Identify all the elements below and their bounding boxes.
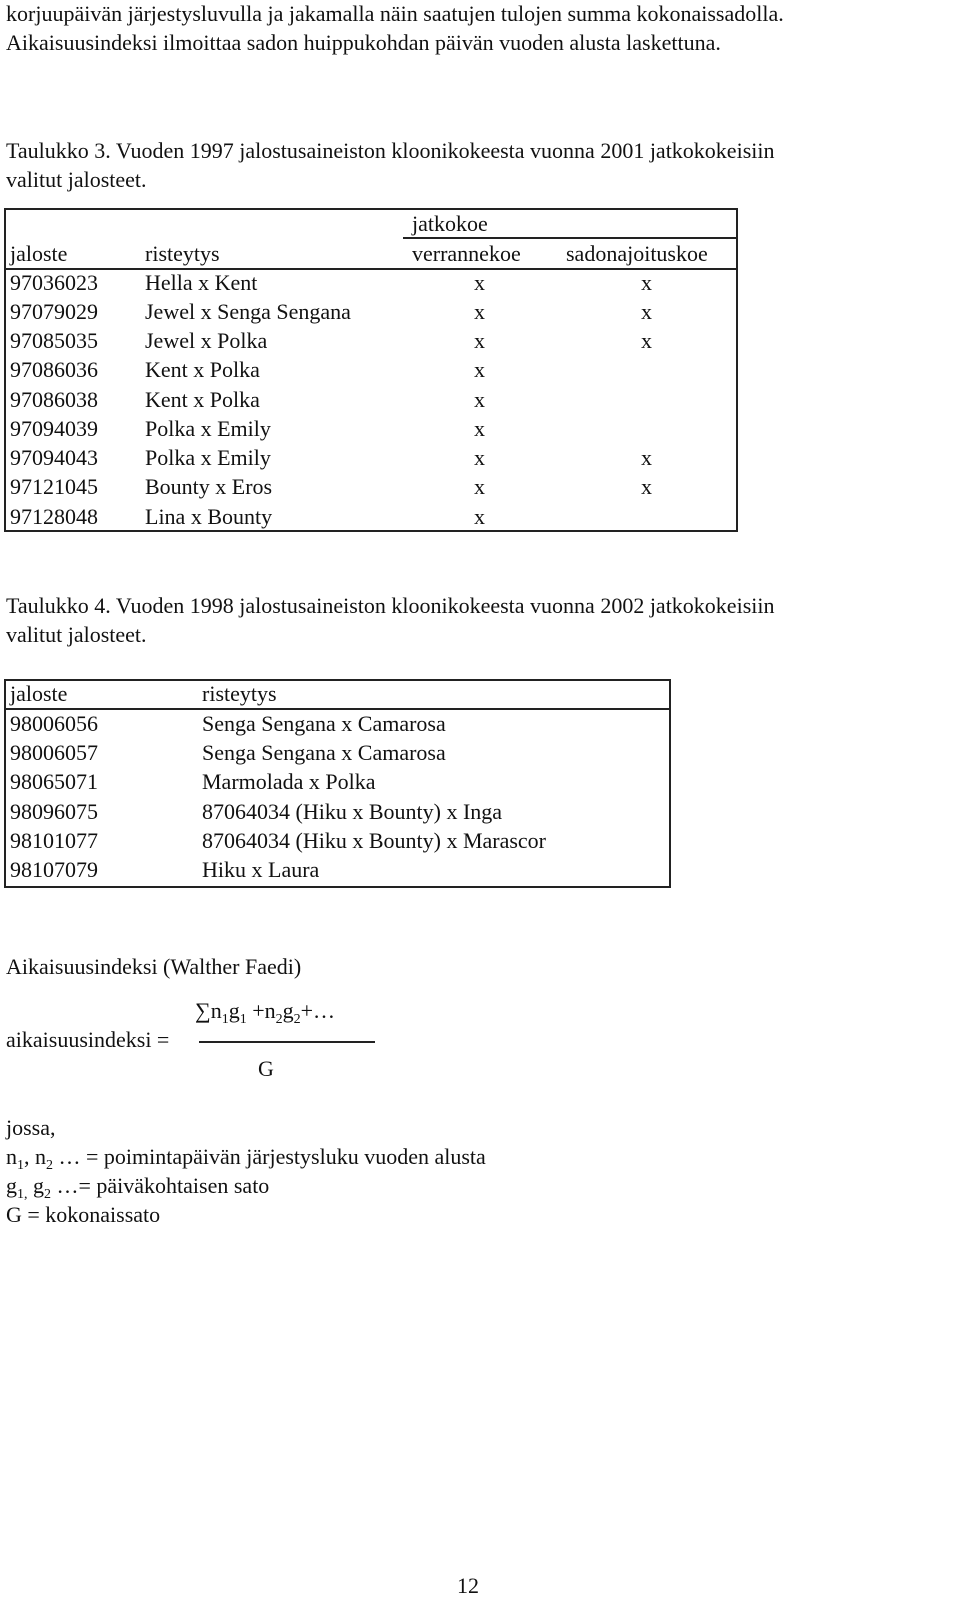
table3-caption-line-2: valitut jalosteet. (6, 167, 147, 192)
table-cell: x (474, 357, 485, 382)
table-cell: x (474, 504, 485, 529)
table-cell: 98096075 (10, 799, 98, 824)
var-g: g (228, 998, 240, 1023)
subscript: 1 (239, 1012, 247, 1027)
table-cell: x (641, 328, 652, 353)
formula-lhs: aikaisuusindeksi = (6, 1027, 170, 1052)
table-cell: 98006056 (10, 711, 98, 736)
legend-g (6, 1172, 269, 1204)
table4-col-jaloste: jaloste (10, 681, 68, 706)
subscript: 2 (275, 1012, 283, 1027)
table-cell: x (474, 474, 485, 499)
table-cell: x (641, 299, 652, 324)
var-g: g (282, 998, 294, 1023)
legend-jossa: jossa, (6, 1115, 56, 1140)
table-cell: x (474, 270, 485, 295)
table-cell: x (474, 416, 485, 441)
table-cell: 97121045 (10, 474, 98, 499)
formula-numerator (195, 997, 335, 1029)
table4-col-risteytys: risteytys (202, 681, 277, 706)
table-cell: x (641, 270, 652, 295)
table-cell: Jewel x Polka (145, 328, 268, 353)
subscript: 1 (17, 1158, 24, 1173)
ellipsis: … (313, 998, 336, 1023)
table3-col-verrannekoe: verrannekoe (412, 241, 521, 266)
table-cell: 98065071 (10, 769, 98, 794)
table-cell: Kent x Polka (145, 357, 260, 382)
table-cell: 97086036 (10, 357, 98, 382)
table-cell: Senga Sengana x Camarosa (202, 711, 446, 736)
table-cell: Polka x Emily (145, 416, 271, 441)
table-cell: x (641, 445, 652, 470)
plus-sign: + (252, 998, 265, 1023)
subscript: 1 (221, 1012, 229, 1027)
table4-caption-line-1: Taulukko 4. Vuoden 1998 jalostusaineiston kloonikokeesta vuonna 2002 jatkokokeisiin (6, 593, 775, 618)
table-cell: Lina x Bounty (145, 504, 273, 529)
table3-caption-line-1: Taulukko 3. Vuoden 1997 jalostusaineiston kloonikokeesta vuonna 2001 jatkokokeisiin (6, 138, 775, 163)
table-cell: Marmolada x Polka (202, 769, 376, 794)
table-cell: 97086038 (10, 387, 98, 412)
fraction-bar (199, 1041, 375, 1043)
var-n: n (210, 998, 222, 1023)
table3-group-header: jatkokoe (412, 211, 488, 236)
var-n: n (264, 998, 276, 1023)
intro-line-1: korjuupäivän järjestysluvulla ja jakamalla näin saatujen tulojen summa kokonaissadolla. (6, 1, 784, 26)
sigma-symbol: ∑ (195, 998, 211, 1023)
table-cell: 97128048 (10, 504, 98, 529)
table-cell: x (474, 328, 485, 353)
separator: g (27, 1173, 44, 1198)
table-cell: Kent x Polka (145, 387, 260, 412)
intro-line-2: Aikaisuusindeksi ilmoittaa sadon huippukohdan päivän vuoden alusta laskettuna. (6, 30, 721, 55)
table-cell: Bounty x Eros (145, 474, 273, 499)
table-cell: 97094043 (10, 445, 98, 470)
table-cell: 97094039 (10, 416, 98, 441)
subscript: 2 (44, 1187, 51, 1202)
table-cell: 98101077 (10, 828, 98, 853)
table-cell: 97079029 (10, 299, 98, 324)
subscript: 2 (46, 1158, 53, 1173)
table-cell: 87064034 (Hiku x Bounty) x Marascor (202, 828, 547, 853)
formula-denominator: G (258, 1056, 274, 1081)
table3-col-sadonajoituskoe: sadonajoituskoe (566, 241, 708, 266)
table-cell: Hella x Kent (145, 270, 258, 295)
table-cell: x (474, 299, 485, 324)
table-cell: x (474, 445, 485, 470)
subscript: 1, (17, 1187, 28, 1202)
table-cell: Jewel x Senga Sengana (145, 299, 351, 324)
table-cell: Senga Sengana x Camarosa (202, 740, 446, 765)
plus-sign: + (300, 998, 314, 1023)
table3-col-risteytys: risteytys (145, 241, 220, 266)
table-cell: x (474, 387, 485, 412)
legend-n (6, 1143, 486, 1175)
page-number: 12 (457, 1573, 479, 1598)
legend-G: G = kokonaissato (6, 1202, 161, 1227)
table-cell: 97085035 (10, 328, 98, 353)
formula-heading: Aikaisuusindeksi (Walther Faedi) (6, 954, 302, 979)
table3-header-rule (4, 268, 738, 270)
subscript: 2 (293, 1012, 301, 1027)
var-g: g (6, 1173, 17, 1198)
definition-g: …= päiväkohtaisen sato (56, 1173, 270, 1198)
definition-n: … = poimintapäivän järjestysluku vuoden alusta (58, 1144, 486, 1169)
table4-caption-line-2: valitut jalosteet. (6, 622, 147, 647)
table-cell: 97036023 (10, 270, 98, 295)
table-cell: x (641, 474, 652, 499)
table-cell: 87064034 (Hiku x Bounty) x Inga (202, 799, 503, 824)
table-cell: Hiku x Laura (202, 857, 320, 882)
table-cell: 98107079 (10, 857, 98, 882)
table-cell: Polka x Emily (145, 445, 271, 470)
separator: , n (24, 1144, 46, 1169)
table3-col-jaloste: jaloste (10, 241, 68, 266)
var-n: n (6, 1144, 17, 1169)
table-cell: 98006057 (10, 740, 98, 765)
